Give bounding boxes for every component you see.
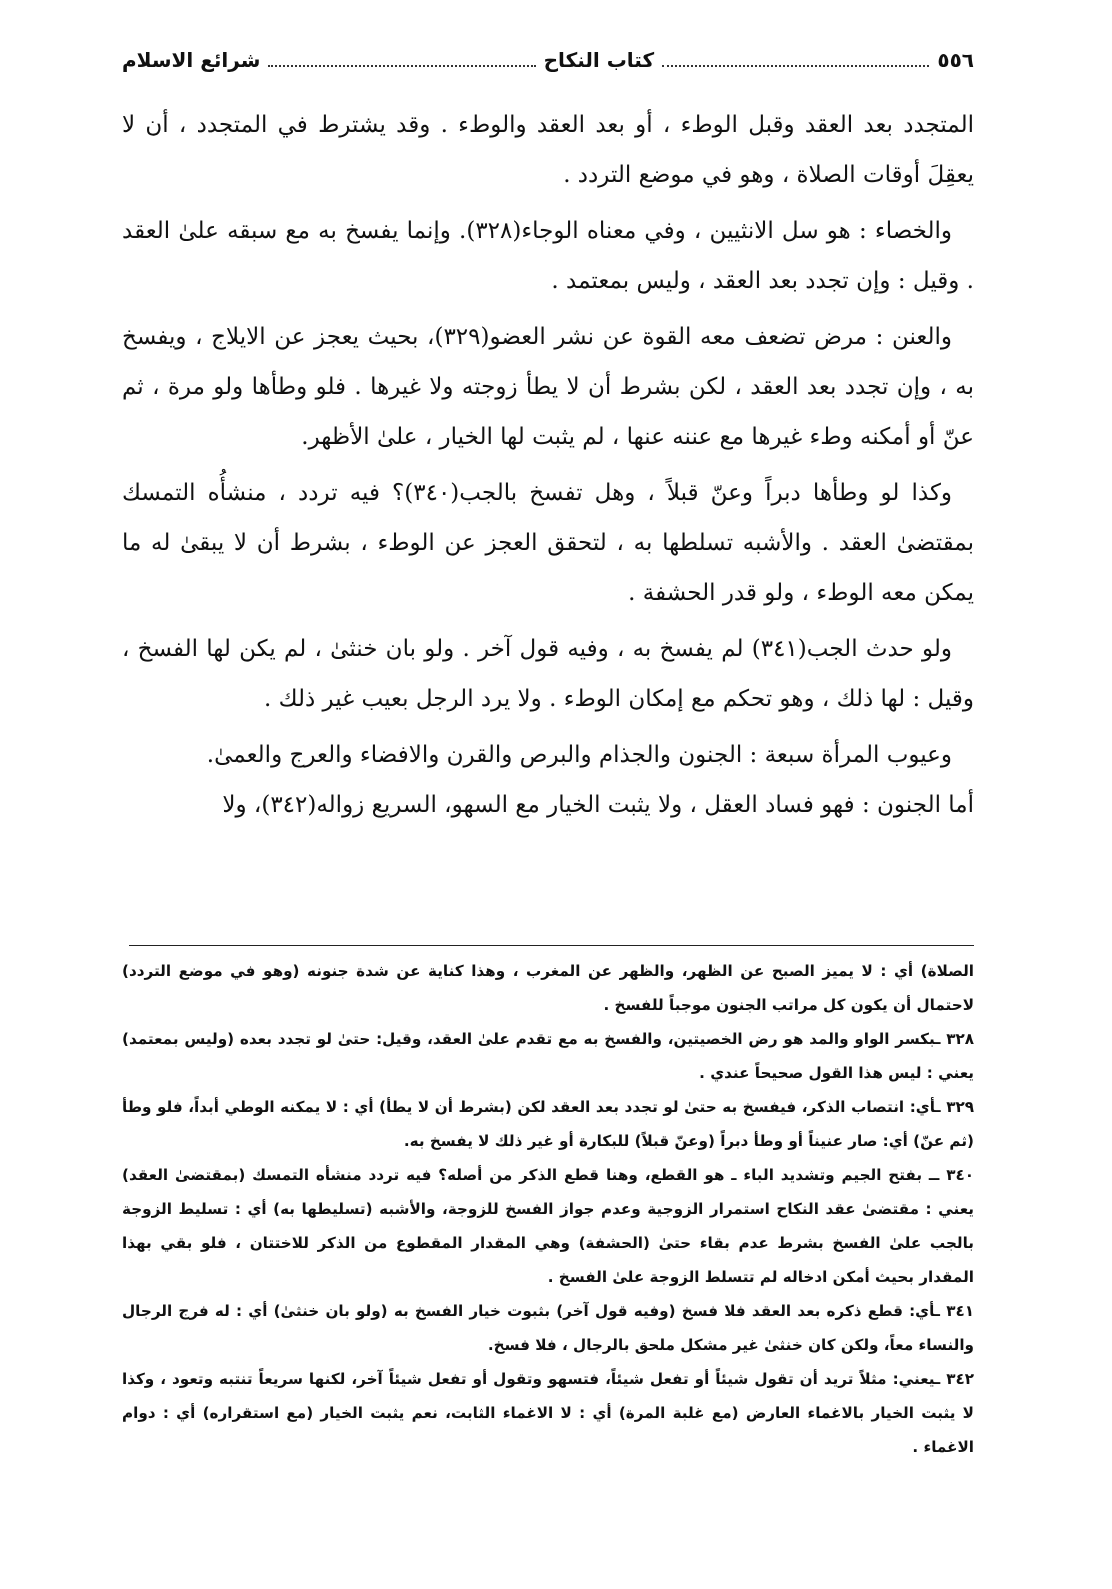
- paragraph: والخصاء : هو سل الانثيين ، وفي معناه الوجاء(٣٢٨). وإنما يفسخ به مع سبقه علىٰ العقد . وقيل : وإن تجدد بعد العقد ، وليس بمعتمد .: [122, 218, 974, 294]
- header-leader-dots: [662, 65, 929, 67]
- page-number: ٥٥٦: [937, 48, 974, 72]
- footnote: [122, 1294, 974, 1362]
- footnote: [122, 954, 974, 1022]
- footnote-text: الصلاة) أي : لا يميز الصبح عن الظهر، والظهر عن المغرب ، وهذا كناية عن شدة جنونه (وهو في موضع التردد) لاحتمال أن يكون كل مراتب الجنون موجباً للفسخ .: [122, 962, 974, 1014]
- footnotes: [122, 954, 974, 1464]
- footnote-text: ـ بفتح الجيم وتشديد الباء ـ هو القطع، وهنا قطع الذكر من أصله؟ فيه تردد منشأه التمسك (بمقتضىٰ العقد) يعني : مقتضىٰ عقد النكاح استمرار الزوجية وعدم جواز الفسخ للزوجة، والأشبه (تسليطها به) أي : تسليط الزوجة بالجب علىٰ الفسخ بشرط عدم بقاء حتىٰ (الحشفة) وهي المقدار المقطوع من الذكر للاختتان ، فلو بقي بهذا المقدار بحيث أمكن ادخاله لم تتسلط الزوجة علىٰ الفسخ .: [122, 1166, 974, 1286]
- main-text: [122, 100, 974, 836]
- footnote-divider: [129, 945, 974, 946]
- footnote-text: أي: انتصاب الذكر، فيفسخ به حتىٰ لو تجدد بعد العقد لكن (بشرط أن لا يطأ) أي : لا يمكنه الوطي أبداً، فلو وطأ (ثم عنّ) أي: صار عنيناً أو وطأ دبراً (وعنّ قبلاً) للبكارة أو غير ذلك لا يفسخ به.: [122, 1098, 974, 1150]
- footnote-label: ٣٢٨ ـ: [935, 1030, 974, 1048]
- book-title: شرائع الاسلام: [122, 48, 261, 72]
- footnote: [122, 1362, 974, 1464]
- chapter-title: كتاب النكاح: [543, 48, 655, 72]
- header-leader-dots: [268, 65, 535, 67]
- paragraph: أما الجنون : فهو فساد العقل ، ولا يثبت الخيار مع السهو، السريع زواله(٣٤٢)، ولا: [222, 792, 974, 818]
- footnote: [122, 1158, 974, 1294]
- footnote: [122, 1090, 974, 1158]
- footnote-text: أي: قطع ذكره بعد العقد فلا فسخ (وفيه قول آخر) بثبوت خيار الفسخ به (ولو بان خنثىٰ) أي : له فرج الرجال والنساء معاً، ولكن كان خنثىٰ غير مشكل ملحق بالرجال ، فلا فسخ.: [122, 1302, 974, 1354]
- paragraph: وعيوب المرأة سبعة : الجنون والجذام والبرص والقرن والافضاء والعرج والعمىٰ.: [206, 742, 952, 768]
- footnote-label: ٣٤٢ ـ: [934, 1370, 974, 1388]
- footnote-text: يعني: مثلاً تريد أن تقول شيئاً أو تفعل شيئاً، فتسهو وتقول أو تفعل شيئاً آخر، لكنها سريعاً تنتبه وتعود ، وكذا لا يثبت الخيار بالاغماء العارض (مع غلبة المرة) أي : لا الاغماء الثابت، نعم يثبت الخيار (مع استقراره) أي : دوام الاغماء .: [122, 1370, 974, 1456]
- paragraph: المتجدد بعد العقد وقبل الوطء ، أو بعد العقد والوطء . وقد يشترط في المتجدد ، أن لا يعقِلَ أوقات الصلاة ، وهو في موضع التردد .: [122, 112, 974, 188]
- paragraph: والعنن : مرض تضعف معه القوة عن نشر العضو(٣٢٩)، بحيث يعجز عن الايلاج ، ويفسخ به ، وإن تجدد بعد العقد ، لكن بشرط أن لا يطأ زوجته ولا غيرها . فلو وطأها ولو مرة ، ثم عنّ أو أمكنه وطء غيرها مع عننه عنها ، لم يثبت لها الخيار ، علىٰ الأظهر.: [122, 324, 974, 450]
- footnote: [122, 1022, 974, 1090]
- footnote-label: ٣٢٩ ـ: [935, 1098, 974, 1116]
- page-header: [122, 40, 974, 80]
- paragraph: ولو حدث الجب(٣٤١) لم يفسخ به ، وفيه قول آخر . ولو بان خنثىٰ ، لم يكن لها الفسخ ، وقيل : لها ذلك ، وهو تحكم مع إمكان الوطء . ولا يرد الرجل بعيب غير ذلك .: [122, 636, 974, 712]
- footnote-text: بكسر الواو والمد هو رض الخصيتين، والفسخ به مع تقدم علىٰ العقد، وقيل: حتىٰ لو تجدد بعده (وليس بمعتمد) يعني : ليس هذا القول صحيحاً عندي .: [122, 1030, 974, 1082]
- footnote-label: ٣٤١ ـ: [934, 1302, 974, 1320]
- paragraph: وكذا لو وطأها دبراً وعنّ قبلاً ، وهل تفسخ بالجب(٣٤٠)؟ فيه تردد ، منشأُه التمسك بمقتضىٰ العقد . والأشبه تسلطها به ، لتحقق العجز عن الوطء ، بشرط أن لا يبقىٰ له ما يمكن معه الوطء ، ولو قدر الحشفة .: [122, 480, 974, 606]
- footnote-label: ٣٤٠ ـ: [934, 1166, 974, 1184]
